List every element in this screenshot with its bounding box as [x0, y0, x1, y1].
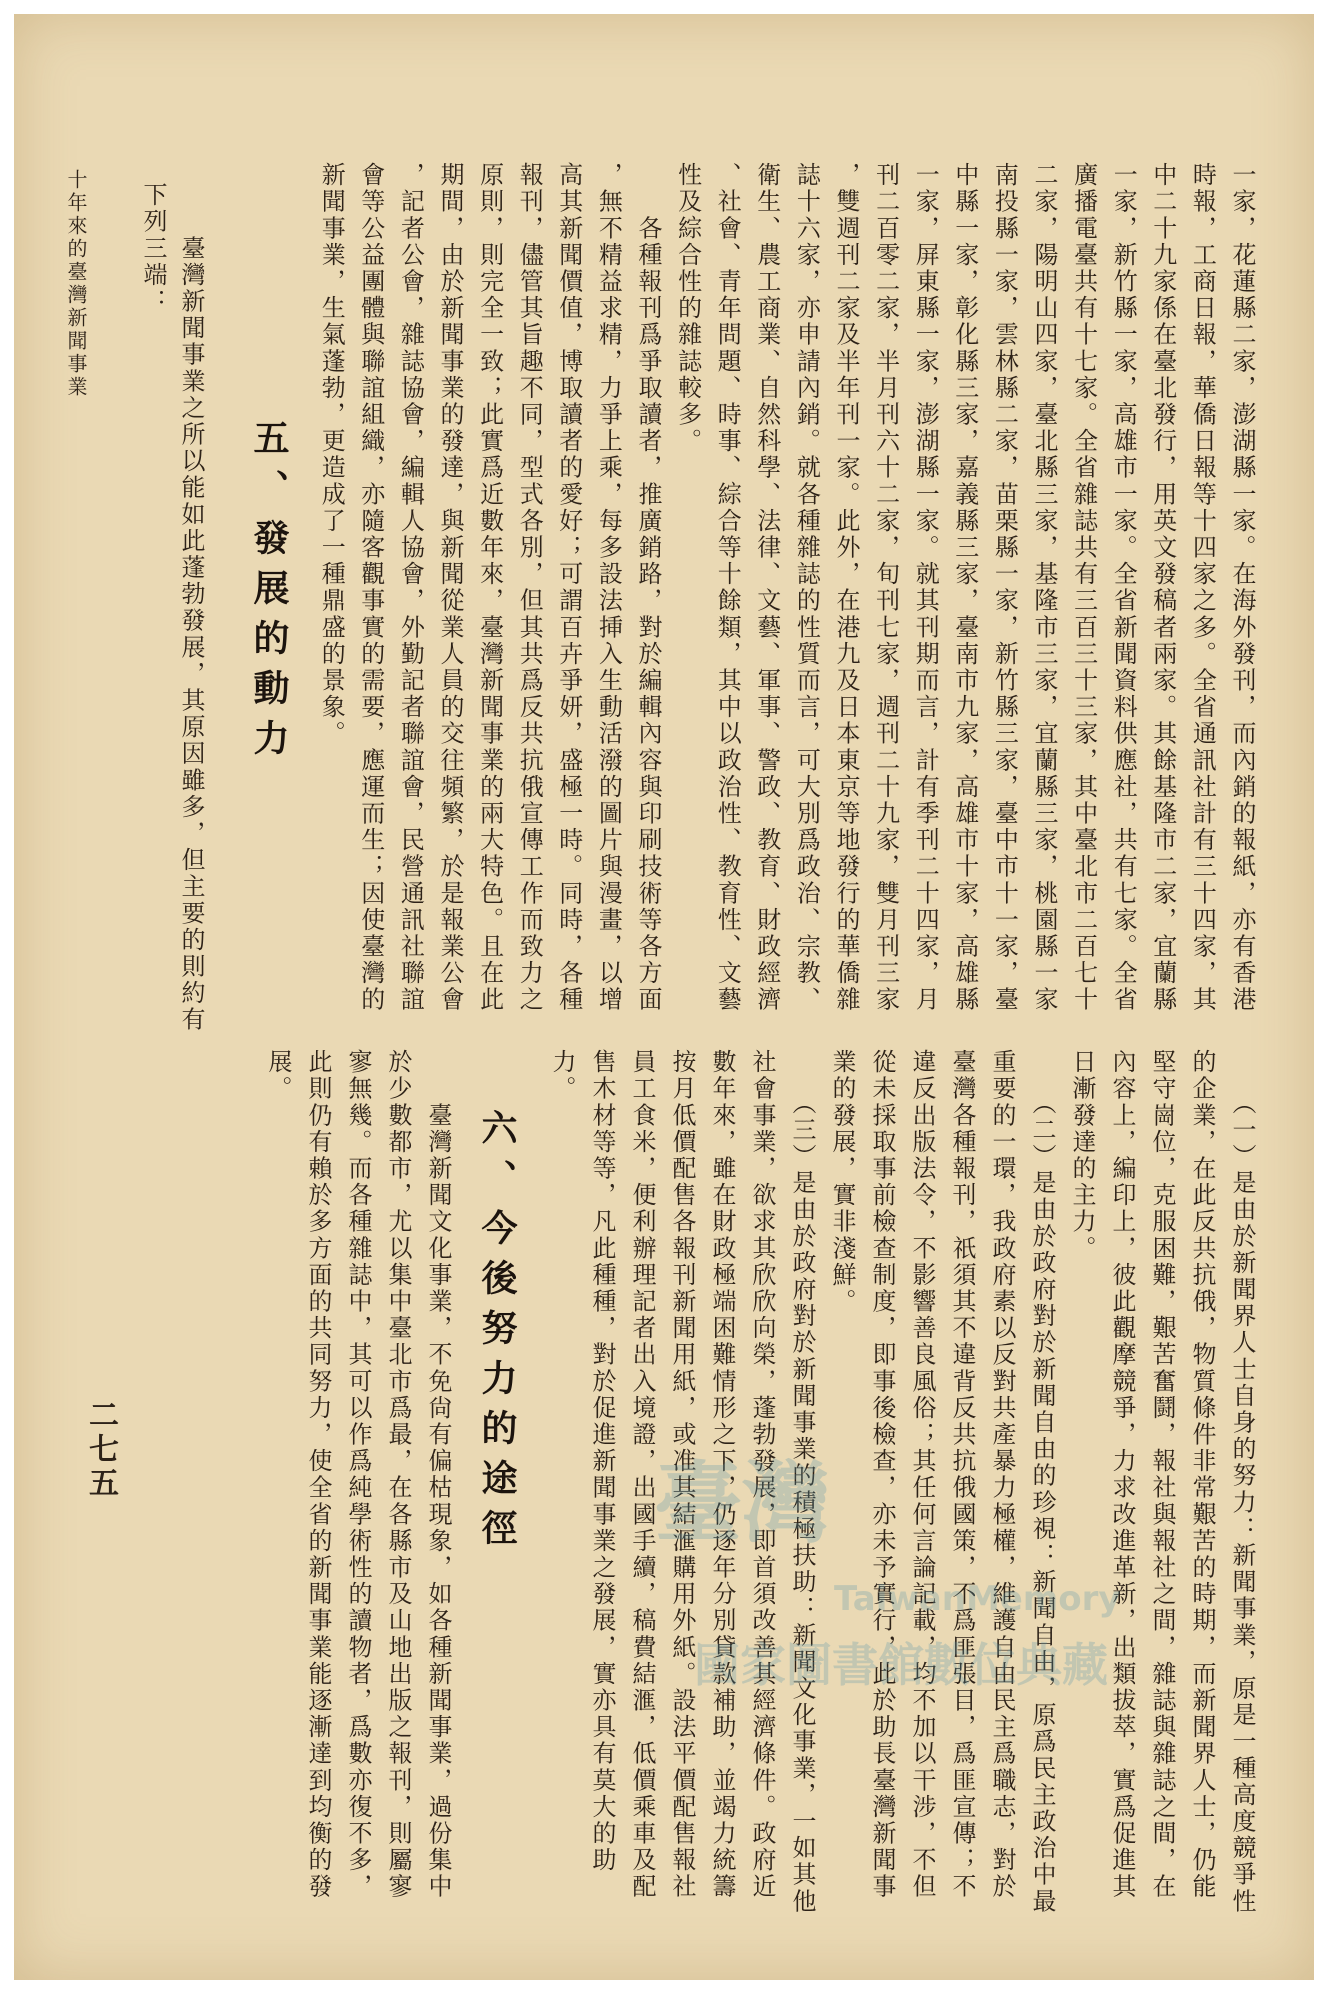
- text-column: 社會事業，欲求其欣欣向榮，蓬勃發展，即首須改善其經濟條件。政府近: [748, 1049, 776, 1901]
- text-column: 一家，屏東縣一家，澎湖縣一家。就其刊期而言，計有季刊二十四家，月: [911, 162, 940, 1014]
- text-column: 高其新聞價值，博取讀者的愛好；可謂百卉爭妍，盛極一時。同時，各種: [554, 162, 583, 1014]
- text-column: 一家，新竹縣一家，高雄市一家。全省新聞資料供應社，共有七家。全省: [1109, 162, 1138, 1014]
- text-column: 南投縣一家，雲林縣二家，苗栗縣一家，新竹縣三家，臺中市十一家，臺: [990, 162, 1019, 1014]
- text-column: 內容上，編印上，彼此觀摩競爭，力求改進革新，出類拔萃，實爲促進其: [1108, 1049, 1136, 1901]
- section-heading-five: 五、發展的動力: [248, 419, 290, 769]
- text-column: 售木材等等，凡此種種，對於促進新聞事業之發展，實亦具有莫大的助: [588, 1049, 616, 1874]
- book-page: [14, 14, 1314, 1980]
- text-column: 日漸發達的主力。: [1068, 1049, 1096, 1262]
- text-column: 下列三端：: [139, 182, 167, 315]
- text-column: 時報，工商日報，華僑日報等十四家之多。全省通訊社計有三十四家，其: [1188, 162, 1217, 1014]
- text-column: 刊二百零二家，半月刊六十二家，旬刊七家，週刊二十九家，雙月刊三家: [871, 162, 900, 1014]
- text-column: 力。: [548, 1049, 576, 1103]
- text-column: 臺灣新聞文化事業，不免尙有偏枯現象，如各種新聞事業，過份集中: [424, 1049, 452, 1901]
- text-column: 從未採取事前檢查制度，即事後檢查，亦未予實行，此於助長臺灣新聞事: [868, 1049, 896, 1901]
- text-column: 展。: [264, 1049, 292, 1103]
- text-column: 堅守崗位，克服困難，艱苦奮鬪，報社與報社之間，雜誌與雜誌之間，在: [1148, 1049, 1176, 1901]
- text-column: 臺灣新聞事業之所以能如此蓬勃發展，其原因雖多，但主要的則約有: [177, 182, 205, 1034]
- text-column: ，記者公會，雜誌協會，編輯人協會，外勤記者聯誼會，民營通訊社聯誼: [396, 162, 425, 1014]
- text-column: 於少數都市，尤以集中臺北市爲最，在各縣市及山地出版之報刊，則屬寥: [384, 1049, 412, 1901]
- text-column: 性及綜合性的雜誌較多。: [673, 162, 702, 455]
- watermark-library: 國家圖書館數位典藏: [694, 1638, 1108, 1692]
- text-column: 報刊，儘管其旨趣不同，型式各別，但其共爲反共抗俄宣傳工作而致力之: [515, 162, 544, 1014]
- text-column: 廣播電臺共有十七家。全省雜誌共有三百三十三家，其中臺北市二百七十: [1069, 162, 1098, 1014]
- text-column: 會等公益團體與聯誼組織，亦隨客觀事實的需要，應運而生；因使臺灣的: [356, 162, 385, 1014]
- text-column: 臺灣各種報刊，祇須其不違背反共抗俄國策，不爲匪張目，爲匪宣傳；不: [948, 1049, 976, 1901]
- text-column: ，雙週刊二家及半年刊一家。此外，在港九及日本東京等地發行的華僑雜: [832, 162, 860, 1014]
- text-column: 中二十九家係在臺北發行，用英文發稿者兩家。其餘基隆市二家，宜蘭縣: [1148, 162, 1177, 1014]
- text-column: 的企業，在此反共抗俄，物質條件非常艱苦的時期，而新聞界人士，仍能: [1188, 1049, 1216, 1901]
- text-column: 期間，由於新聞事業的發達，與新聞從業人員的交往頻繁，於是報業公會: [436, 162, 464, 1014]
- text-column: （三）是由於政府對於新聞事業的積極扶助：新聞文化事業，一如其他: [788, 1049, 816, 1915]
- text-column: 員工食米，便利辦理記者出入境證，出國手續，稿費結滙，低價乘車及配: [628, 1049, 656, 1901]
- text-column: 誌十六家，亦申請內銷。就各種雜誌的性質而言，可大別爲政治、宗教、: [792, 162, 821, 1014]
- text-column: 此則仍有賴於多方面的共同努力，使全省的新聞事業能逐漸達到均衡的發: [304, 1049, 332, 1901]
- text-column: 違反出版法令，不影響善良風俗；其任何言論記載，均不加以干涉，不但: [908, 1049, 936, 1901]
- section-heading-six: 六、今後努力的途徑: [476, 1109, 518, 1559]
- text-column: ，無不精益求精，力爭上乘，每多設法挿入生動活潑的圖片與漫畫，以增: [594, 162, 623, 1014]
- text-column: 按月低價配售各報刊新聞用紙，或准其結滙購用外紙。設法平價配售報社: [668, 1049, 696, 1901]
- text-column: （一）是由於新聞界人士自身的努力：新聞事業，原是一種高度競爭性: [1228, 1049, 1256, 1915]
- text-column: 衛生、農工商業、自然科學、法律、文藝、軍事、警政、教育、財政經濟: [752, 162, 781, 1014]
- text-column: 一家，花蓮縣二家，澎湖縣一家。在海外發刊，而內銷的報紙，亦有香港: [1228, 162, 1256, 1014]
- watermark-brand: 臺灣: [654, 1452, 831, 1555]
- text-column: 寥無幾。而各種雜誌中，其可以作爲純學術性的讀物者，爲數亦復不多，: [344, 1049, 372, 1901]
- text-column: 新聞事業，生氣蓬勃，更造成了一種鼎盛的景象。: [317, 162, 346, 748]
- text-column: 、社會、青年問題、時事、綜合等十餘類，其中以政治性、教育性、文藝: [713, 162, 742, 1014]
- text-column: 業的發展，實非淺鮮。: [828, 1049, 856, 1315]
- text-column: 數年來，雖在財政極端困難情形之下，仍逐年分別貸款補助，並竭力統籌: [708, 1049, 736, 1901]
- text-column: 原則，則完全一致；此實爲近數年來，臺灣新聞事業的兩大特色。且在此: [475, 162, 504, 1014]
- text-column: 二家，陽明山四家，臺北縣三家，基隆市三家，宜蘭縣三家，桃園縣一家: [1030, 162, 1058, 1014]
- text-column: （二）是由於政府對於新聞自由的珍視：新聞自由，原爲民主政治中最: [1028, 1049, 1056, 1915]
- page-number: 二七五: [83, 1399, 118, 1501]
- text-column: 各種報刊爲爭取讀者，推廣銷路，對於編輯內容與印刷技術等各方面: [634, 162, 662, 1014]
- text-column: 中縣一家，彰化縣三家，嘉義縣三家，臺南市九家，高雄市十家，高雄縣: [950, 162, 979, 1014]
- text-column: 重要的一環，我政府素以反對共產暴力極權，維護自由民主爲職志，對於: [988, 1049, 1016, 1901]
- running-header: 十年來的臺灣新聞事業: [64, 169, 88, 399]
- watermark-domain: TaiwanMemory: [834, 1579, 1121, 1619]
